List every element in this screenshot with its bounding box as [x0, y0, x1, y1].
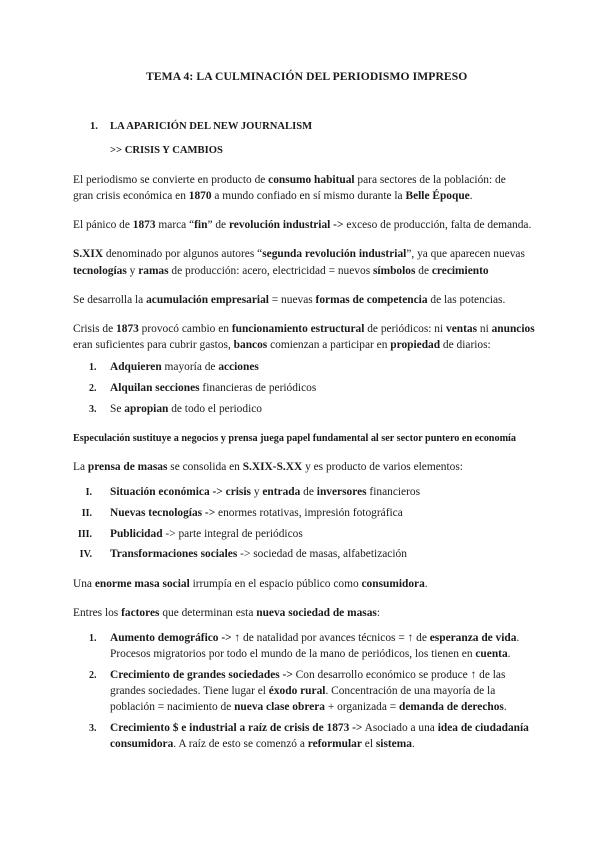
list-item-number: 3.: [89, 404, 97, 415]
paragraph-6: La prensa de masas se consolida en S.XIX-S.XX y es producto de varios elementos:: [73, 461, 463, 473]
section-heading: LA APARICIÓN DEL NEW JOURNALISM: [110, 121, 313, 132]
paragraph-7: Una enorme masa social irrumpía en el espacio público como consumidora.: [73, 578, 428, 590]
paragraph-4: Se desarrolla la acumulación empresarial = nuevas formas de competencia de las potencias.: [73, 294, 506, 306]
paragraph-5-line-2: eran suficientes para cubrir gastos, bancos comienzan a participar en propiedad de diarios:: [73, 339, 491, 351]
section-number: 1.: [90, 121, 98, 132]
paragraph-3-line-2: tecnologías y ramas de producción: acero, electricidad = nuevos símbolos de crecimiento: [73, 265, 489, 277]
list-item-line: Procesos migratorios por todo el mundo de la mano de periódicos, los tienen en cuenta.: [110, 648, 511, 660]
list-item: Publicidad -> parte integral de periódicos: [110, 528, 303, 540]
list-item-line: Crecimiento $ e industrial a raíz de crisis de 1873 -> Asociado a una idea de ciudadanía: [110, 722, 529, 734]
list-item: Transformaciones sociales -> sociedad de masas, alfabetización: [110, 548, 407, 560]
list-item-number: 2.: [89, 670, 97, 681]
list-item-line: consumidora. A raíz de esto se comenzó a reformular el sistema.: [110, 738, 415, 750]
list-item-line: grandes sociedades. Tiene lugar el éxodo rural. Concentración de una mayoría de la: [110, 685, 496, 697]
list-item: Nuevas tecnologías -> enormes rotativas, impresión fotográfica: [110, 507, 403, 519]
list-item: Situación económica -> crisis y entrada de inversores financieros: [110, 486, 421, 498]
paragraph-1-line-2: gran crisis económica en 1870 a mundo confiado en sí mismo durante la Belle Époque.: [73, 190, 473, 202]
section-subheading: >> CRISIS Y CAMBIOS: [110, 145, 223, 156]
page-title: TEMA 4: LA CULMINACIÓN DEL PERIODISMO IMPRESO: [146, 70, 468, 83]
paragraph-3-line-1: S.XIX denominado por algunos autores “segunda revolución industrial”, ya que aparecen nuevas: [73, 248, 525, 260]
list-item-number: 1.: [89, 633, 97, 644]
speculation-statement: Especulación sustituye a negocios y prensa juega papel fundamental al ser sector puntero en economía: [73, 433, 516, 444]
paragraph-8: Entres los factores que determinan esta nueva sociedad de masas:: [73, 607, 381, 619]
roman-numeral: III.: [77, 529, 92, 540]
paragraph-1-line-1: El periodismo se convierte en producto de consumo habitual para sectores de la población: de: [73, 174, 506, 186]
list-item-line: Aumento demográfico -> ↑ de natalidad por avances técnicos = ↑ de esperanza de vida.: [110, 632, 520, 644]
paragraph-5-line-1: Crisis de 1873 provocó cambio en funcionamiento estructural de periódicos: ni ventas ni anuncios: [73, 323, 535, 335]
list-item: Adquieren mayoría de acciones: [110, 361, 259, 373]
list-item-line: población = nacimiento de nueva clase obrera + organizada = demanda de derechos.: [110, 701, 507, 713]
roman-numeral: II.: [81, 508, 92, 519]
roman-numeral: IV.: [79, 549, 92, 560]
list-item-number: 3.: [89, 723, 97, 734]
paragraph-2: El pánico de 1873 marca “fin” de revolución industrial -> exceso de producción, falta de demanda.: [73, 219, 532, 231]
list-item: Se apropian de todo el periodico: [110, 403, 262, 415]
list-item-number: 2.: [89, 383, 97, 394]
roman-numeral: I.: [85, 487, 92, 498]
list-item-number: 1.: [89, 362, 97, 373]
list-item: Alquilan secciones financieras de periódicos: [110, 382, 317, 394]
list-item-line: Crecimiento de grandes sociedades -> Con desarrollo económico se produce ↑ de las: [110, 669, 506, 681]
